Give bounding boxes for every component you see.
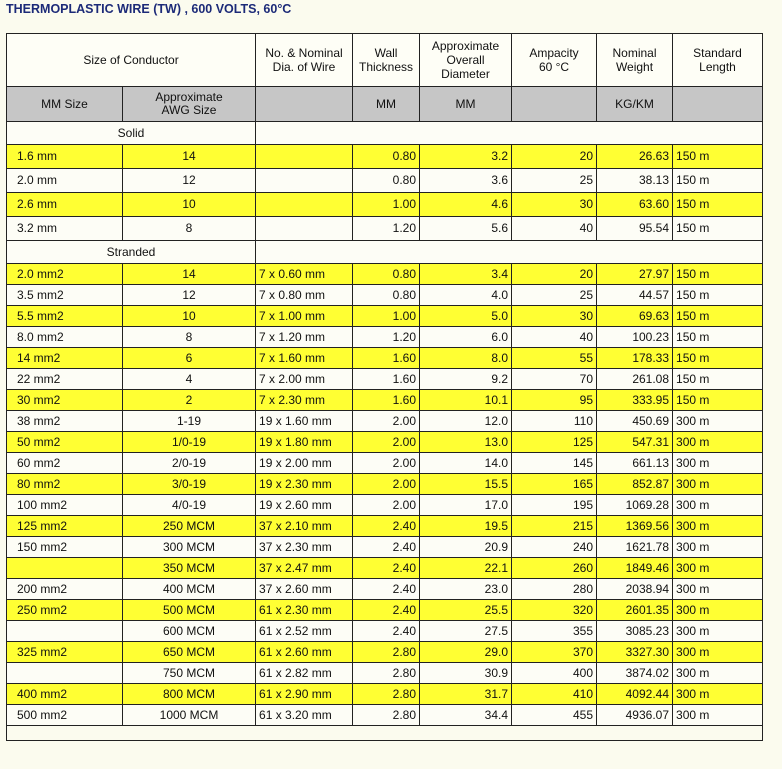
cell-ampacity: 240 — [512, 537, 597, 558]
cell-overall-diameter: 6.0 — [420, 327, 512, 348]
cell-standard-length: 300 m — [673, 621, 763, 642]
cell-standard-length: 150 m — [673, 217, 763, 241]
cell-wall-thickness: 2.40 — [353, 516, 420, 537]
cell-awg-size: 3/0-19 — [123, 474, 256, 495]
cell-nominal-weight: 1369.56 — [597, 516, 673, 537]
cell-mm-size — [7, 558, 123, 579]
cell-awg-size: 4/0-19 — [123, 495, 256, 516]
cell-nominal-weight: 27.97 — [597, 264, 673, 285]
table-row — [7, 285, 763, 306]
table-row — [7, 495, 763, 516]
cell-wall-thickness: 0.80 — [353, 264, 420, 285]
cell-mm-size: 1.6 mm — [7, 145, 123, 169]
cell-wall-thickness: 2.00 — [353, 495, 420, 516]
subheader-ampacity-unit — [512, 87, 597, 122]
section-spacer — [256, 241, 763, 264]
cell-overall-diameter: 25.5 — [420, 600, 512, 621]
section-header-row — [7, 122, 763, 145]
cell-awg-size: 400 MCM — [123, 579, 256, 600]
cell-ampacity: 95 — [512, 390, 597, 411]
cell-nominal-dia: 7 x 1.00 mm — [256, 306, 353, 327]
cell-overall-diameter: 15.5 — [420, 474, 512, 495]
cell-standard-length: 300 m — [673, 642, 763, 663]
cell-nominal-dia: 7 x 2.00 mm — [256, 369, 353, 390]
cell-nominal-dia: 37 x 2.10 mm — [256, 516, 353, 537]
cell-standard-length: 300 m — [673, 600, 763, 621]
cell-wall-thickness: 2.80 — [353, 684, 420, 705]
cell-ampacity: 370 — [512, 642, 597, 663]
cell-nominal-weight: 3874.02 — [597, 663, 673, 684]
cell-awg-size: 500 MCM — [123, 600, 256, 621]
cell-standard-length: 150 m — [673, 285, 763, 306]
cell-ampacity: 215 — [512, 516, 597, 537]
cell-wall-thickness: 1.60 — [353, 390, 420, 411]
cell-wall-thickness: 2.00 — [353, 474, 420, 495]
cell-awg-size: 1/0-19 — [123, 432, 256, 453]
cell-ampacity: 40 — [512, 217, 597, 241]
cell-nominal-dia: 61 x 2.60 mm — [256, 642, 353, 663]
cell-wall-thickness: 2.40 — [353, 537, 420, 558]
cell-nominal-weight: 261.08 — [597, 369, 673, 390]
cell-mm-size: 60 mm2 — [7, 453, 123, 474]
cell-mm-size: 30 mm2 — [7, 390, 123, 411]
cell-ampacity: 280 — [512, 579, 597, 600]
cell-wall-thickness: 1.20 — [353, 217, 420, 241]
cell-nominal-dia: 37 x 2.60 mm — [256, 579, 353, 600]
cell-ampacity: 125 — [512, 432, 597, 453]
cell-overall-diameter: 8.0 — [420, 348, 512, 369]
cell-mm-size — [7, 663, 123, 684]
cell-nominal-weight: 69.63 — [597, 306, 673, 327]
cell-nominal-dia: 7 x 2.30 mm — [256, 390, 353, 411]
cell-standard-length: 300 m — [673, 663, 763, 684]
cell-mm-size — [7, 621, 123, 642]
cell-awg-size: 12 — [123, 285, 256, 306]
cell-wall-thickness: 2.80 — [353, 642, 420, 663]
wire-spec-table — [6, 33, 763, 741]
cell-awg-size: 10 — [123, 193, 256, 217]
cell-awg-size: 8 — [123, 217, 256, 241]
cell-wall-thickness: 0.80 — [353, 145, 420, 169]
cell-nominal-weight: 1069.28 — [597, 495, 673, 516]
cell-overall-diameter: 3.2 — [420, 145, 512, 169]
cell-standard-length: 300 m — [673, 705, 763, 726]
cell-mm-size: 150 mm2 — [7, 537, 123, 558]
cell-ampacity: 30 — [512, 193, 597, 217]
cell-standard-length: 150 m — [673, 327, 763, 348]
cell-overall-diameter: 14.0 — [420, 453, 512, 474]
table-row — [7, 264, 763, 285]
cell-standard-length: 150 m — [673, 390, 763, 411]
cell-overall-diameter: 13.0 — [420, 432, 512, 453]
cell-ampacity: 455 — [512, 705, 597, 726]
cell-nominal-weight: 100.23 — [597, 327, 673, 348]
table-row — [7, 600, 763, 621]
cell-nominal-weight: 38.13 — [597, 169, 673, 193]
subheader-diameter-unit: MM — [420, 87, 512, 122]
cell-nominal-weight: 3085.23 — [597, 621, 673, 642]
cell-nominal-dia: 19 x 2.00 mm — [256, 453, 353, 474]
cell-nominal-weight: 450.69 — [597, 411, 673, 432]
table-row — [7, 663, 763, 684]
header-overall-diameter: Approximate Overall Diameter — [420, 34, 512, 87]
cell-mm-size: 14 mm2 — [7, 348, 123, 369]
subheader-wall-unit: MM — [353, 87, 420, 122]
cell-awg-size: 1000 MCM — [123, 705, 256, 726]
cell-awg-size: 600 MCM — [123, 621, 256, 642]
cell-overall-diameter: 22.1 — [420, 558, 512, 579]
cell-wall-thickness: 1.20 — [353, 327, 420, 348]
cell-ampacity: 195 — [512, 495, 597, 516]
cell-nominal-dia — [256, 145, 353, 169]
cell-wall-thickness: 2.40 — [353, 621, 420, 642]
subheader-row — [7, 87, 763, 122]
cell-standard-length: 150 m — [673, 264, 763, 285]
table-row — [7, 558, 763, 579]
cell-nominal-dia: 19 x 2.30 mm — [256, 474, 353, 495]
cell-wall-thickness: 0.80 — [353, 169, 420, 193]
section-spacer — [256, 122, 763, 145]
table-row — [7, 537, 763, 558]
cell-awg-size: 14 — [123, 145, 256, 169]
cell-nominal-dia: 61 x 2.82 mm — [256, 663, 353, 684]
table-row — [7, 145, 763, 169]
cell-nominal-weight: 852.87 — [597, 474, 673, 495]
page-title: THERMOPLASTIC WIRE (TW) , 600 VOLTS, 60°C — [6, 2, 292, 16]
cell-standard-length: 150 m — [673, 193, 763, 217]
table-row — [7, 684, 763, 705]
cell-standard-length: 150 m — [673, 306, 763, 327]
cell-standard-length: 150 m — [673, 169, 763, 193]
cell-nominal-dia — [256, 193, 353, 217]
cell-mm-size: 38 mm2 — [7, 411, 123, 432]
cell-overall-diameter: 17.0 — [420, 495, 512, 516]
cell-wall-thickness: 2.40 — [353, 558, 420, 579]
table-row — [7, 369, 763, 390]
cell-ampacity: 25 — [512, 169, 597, 193]
cell-standard-length: 150 m — [673, 369, 763, 390]
cell-standard-length: 300 m — [673, 411, 763, 432]
cell-mm-size: 100 mm2 — [7, 495, 123, 516]
cell-nominal-dia — [256, 169, 353, 193]
cell-mm-size: 3.2 mm — [7, 217, 123, 241]
cell-nominal-weight: 178.33 — [597, 348, 673, 369]
cell-ampacity: 410 — [512, 684, 597, 705]
cell-wall-thickness: 2.40 — [353, 600, 420, 621]
cell-nominal-weight: 26.63 — [597, 145, 673, 169]
cell-overall-diameter: 23.0 — [420, 579, 512, 600]
cell-overall-diameter: 3.6 — [420, 169, 512, 193]
cell-overall-diameter: 3.4 — [420, 264, 512, 285]
table-row — [7, 621, 763, 642]
cell-nominal-weight: 63.60 — [597, 193, 673, 217]
cell-nominal-dia: 61 x 2.90 mm — [256, 684, 353, 705]
cell-ampacity: 355 — [512, 621, 597, 642]
table-row — [7, 169, 763, 193]
cell-awg-size: 800 MCM — [123, 684, 256, 705]
header-row — [7, 34, 763, 87]
subheader-length-unit — [673, 87, 763, 122]
cell-standard-length: 150 m — [673, 348, 763, 369]
table-footer-row — [7, 726, 763, 741]
cell-awg-size: 250 MCM — [123, 516, 256, 537]
header-wall-thickness: Wall Thickness — [353, 34, 420, 87]
cell-nominal-dia: 19 x 2.60 mm — [256, 495, 353, 516]
cell-ampacity: 70 — [512, 369, 597, 390]
cell-nominal-dia: 61 x 3.20 mm — [256, 705, 353, 726]
table-footer-cell — [7, 726, 763, 741]
cell-overall-diameter: 20.9 — [420, 537, 512, 558]
section-header-row — [7, 241, 763, 264]
cell-overall-diameter: 31.7 — [420, 684, 512, 705]
cell-nominal-dia: 7 x 1.20 mm — [256, 327, 353, 348]
cell-nominal-weight: 4936.07 — [597, 705, 673, 726]
cell-overall-diameter: 5.6 — [420, 217, 512, 241]
cell-overall-diameter: 4.6 — [420, 193, 512, 217]
cell-ampacity: 30 — [512, 306, 597, 327]
cell-mm-size: 5.5 mm2 — [7, 306, 123, 327]
cell-standard-length: 300 m — [673, 453, 763, 474]
table-row — [7, 579, 763, 600]
cell-mm-size: 50 mm2 — [7, 432, 123, 453]
table-row — [7, 348, 763, 369]
cell-nominal-weight: 3327.30 — [597, 642, 673, 663]
header-nominal-weight: Nominal Weight — [597, 34, 673, 87]
cell-ampacity: 400 — [512, 663, 597, 684]
cell-wall-thickness: 1.60 — [353, 369, 420, 390]
cell-overall-diameter: 10.1 — [420, 390, 512, 411]
cell-mm-size: 250 mm2 — [7, 600, 123, 621]
cell-standard-length: 300 m — [673, 537, 763, 558]
cell-awg-size: 2/0-19 — [123, 453, 256, 474]
cell-mm-size: 325 mm2 — [7, 642, 123, 663]
subheader-mm-size: MM Size — [7, 87, 123, 122]
cell-overall-diameter: 4.0 — [420, 285, 512, 306]
cell-mm-size: 2.0 mm2 — [7, 264, 123, 285]
cell-wall-thickness: 2.00 — [353, 453, 420, 474]
cell-mm-size: 500 mm2 — [7, 705, 123, 726]
cell-overall-diameter: 29.0 — [420, 642, 512, 663]
cell-overall-diameter: 12.0 — [420, 411, 512, 432]
table-row — [7, 217, 763, 241]
table-row — [7, 705, 763, 726]
cell-nominal-weight: 2038.94 — [597, 579, 673, 600]
table-row — [7, 411, 763, 432]
cell-standard-length: 300 m — [673, 516, 763, 537]
cell-ampacity: 110 — [512, 411, 597, 432]
cell-awg-size: 14 — [123, 264, 256, 285]
cell-standard-length: 300 m — [673, 558, 763, 579]
cell-mm-size: 125 mm2 — [7, 516, 123, 537]
cell-standard-length: 300 m — [673, 579, 763, 600]
cell-overall-diameter: 34.4 — [420, 705, 512, 726]
cell-wall-thickness: 2.80 — [353, 663, 420, 684]
cell-nominal-weight: 333.95 — [597, 390, 673, 411]
cell-overall-diameter: 9.2 — [420, 369, 512, 390]
table-row — [7, 516, 763, 537]
cell-nominal-dia: 19 x 1.60 mm — [256, 411, 353, 432]
subheader-weight-unit: KG/KM — [597, 87, 673, 122]
cell-wall-thickness: 2.80 — [353, 705, 420, 726]
cell-nominal-dia: 7 x 0.60 mm — [256, 264, 353, 285]
cell-nominal-dia: 61 x 2.30 mm — [256, 600, 353, 621]
cell-nominal-dia: 37 x 2.47 mm — [256, 558, 353, 579]
cell-awg-size: 300 MCM — [123, 537, 256, 558]
header-nominal-dia: No. & Nominal Dia. of Wire — [256, 34, 353, 87]
cell-mm-size: 3.5 mm2 — [7, 285, 123, 306]
section-label: Solid — [7, 122, 256, 145]
cell-nominal-weight: 95.54 — [597, 217, 673, 241]
section-label: Stranded — [7, 241, 256, 264]
cell-overall-diameter: 27.5 — [420, 621, 512, 642]
cell-ampacity: 20 — [512, 264, 597, 285]
cell-nominal-weight: 44.57 — [597, 285, 673, 306]
cell-nominal-dia: 7 x 0.80 mm — [256, 285, 353, 306]
cell-ampacity: 40 — [512, 327, 597, 348]
cell-nominal-weight: 661.13 — [597, 453, 673, 474]
cell-awg-size: 12 — [123, 169, 256, 193]
cell-wall-thickness: 2.00 — [353, 411, 420, 432]
table-row — [7, 327, 763, 348]
cell-mm-size: 80 mm2 — [7, 474, 123, 495]
cell-wall-thickness: 1.00 — [353, 306, 420, 327]
cell-nominal-weight: 1849.46 — [597, 558, 673, 579]
cell-ampacity: 25 — [512, 285, 597, 306]
cell-nominal-dia — [256, 217, 353, 241]
cell-standard-length: 300 m — [673, 432, 763, 453]
cell-nominal-weight: 4092.44 — [597, 684, 673, 705]
cell-mm-size: 2.6 mm — [7, 193, 123, 217]
cell-awg-size: 4 — [123, 369, 256, 390]
header-ampacity: Ampacity 60 °C — [512, 34, 597, 87]
cell-nominal-weight: 2601.35 — [597, 600, 673, 621]
table-row — [7, 453, 763, 474]
cell-mm-size: 22 mm2 — [7, 369, 123, 390]
cell-awg-size: 10 — [123, 306, 256, 327]
cell-awg-size: 6 — [123, 348, 256, 369]
cell-wall-thickness: 2.40 — [353, 579, 420, 600]
table-row — [7, 390, 763, 411]
header-size-of-conductor: Size of Conductor — [7, 34, 256, 87]
cell-nominal-weight: 1621.78 — [597, 537, 673, 558]
cell-ampacity: 320 — [512, 600, 597, 621]
cell-awg-size: 2 — [123, 390, 256, 411]
table-row — [7, 474, 763, 495]
cell-mm-size: 200 mm2 — [7, 579, 123, 600]
cell-awg-size: 1-19 — [123, 411, 256, 432]
subheader-awg-size: Approximate AWG Size — [123, 87, 256, 122]
subheader-wire-unit — [256, 87, 353, 122]
cell-ampacity: 20 — [512, 145, 597, 169]
cell-overall-diameter: 5.0 — [420, 306, 512, 327]
cell-standard-length: 300 m — [673, 495, 763, 516]
cell-awg-size: 350 MCM — [123, 558, 256, 579]
cell-overall-diameter: 19.5 — [420, 516, 512, 537]
cell-standard-length: 300 m — [673, 684, 763, 705]
table-row — [7, 193, 763, 217]
cell-awg-size: 750 MCM — [123, 663, 256, 684]
cell-ampacity: 260 — [512, 558, 597, 579]
cell-nominal-dia: 7 x 1.60 mm — [256, 348, 353, 369]
cell-ampacity: 145 — [512, 453, 597, 474]
cell-mm-size: 8.0 mm2 — [7, 327, 123, 348]
cell-nominal-weight: 547.31 — [597, 432, 673, 453]
cell-wall-thickness: 0.80 — [353, 285, 420, 306]
cell-standard-length: 300 m — [673, 474, 763, 495]
cell-nominal-dia: 19 x 1.80 mm — [256, 432, 353, 453]
cell-mm-size: 2.0 mm — [7, 169, 123, 193]
cell-wall-thickness: 1.00 — [353, 193, 420, 217]
cell-standard-length: 150 m — [673, 145, 763, 169]
cell-nominal-dia: 37 x 2.30 mm — [256, 537, 353, 558]
table-row — [7, 306, 763, 327]
cell-awg-size: 8 — [123, 327, 256, 348]
table-row — [7, 642, 763, 663]
cell-ampacity: 165 — [512, 474, 597, 495]
cell-awg-size: 650 MCM — [123, 642, 256, 663]
cell-mm-size: 400 mm2 — [7, 684, 123, 705]
table-row — [7, 432, 763, 453]
cell-wall-thickness: 1.60 — [353, 348, 420, 369]
cell-wall-thickness: 2.00 — [353, 432, 420, 453]
cell-nominal-dia: 61 x 2.52 mm — [256, 621, 353, 642]
cell-overall-diameter: 30.9 — [420, 663, 512, 684]
header-standard-length: Standard Length — [673, 34, 763, 87]
cell-ampacity: 55 — [512, 348, 597, 369]
